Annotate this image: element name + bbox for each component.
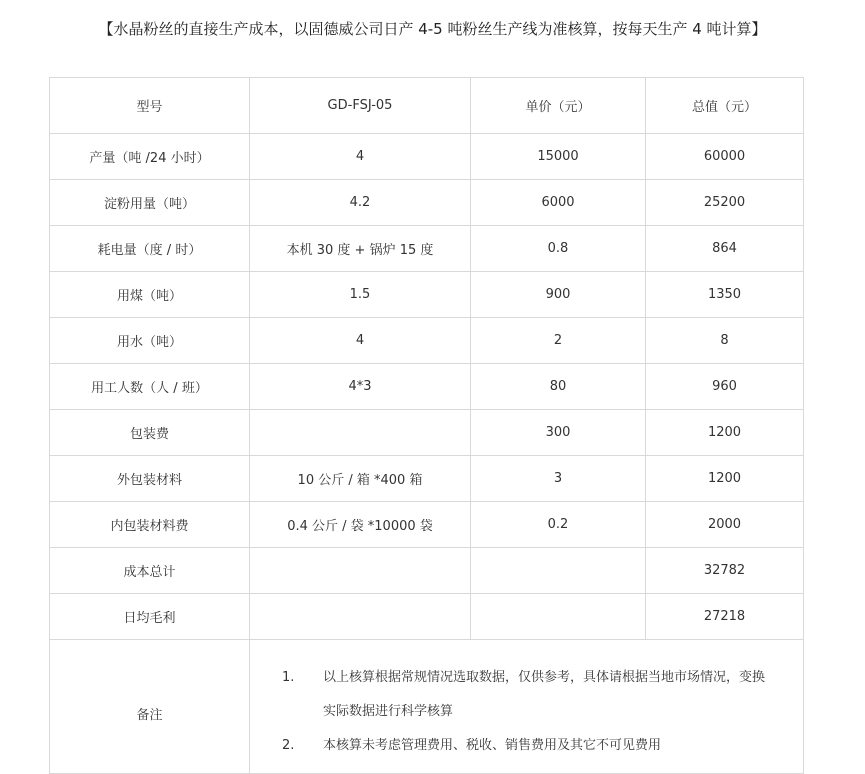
document-title: 【水晶粉丝的直接生产成本，以固德威公司日产 4-5 吨粉丝生产线为准核算，按每天生产 4 吨计算】 xyxy=(98,20,767,38)
row-quantity xyxy=(250,410,471,456)
header-cell-total-value: 总值（元） xyxy=(646,78,804,134)
row-unit-price: 900 xyxy=(471,272,646,318)
table-row-daily-gross-profit xyxy=(50,594,804,640)
row-quantity: 本机 30 度 + 锅炉 15 度 xyxy=(250,226,471,272)
row-total: 25200 xyxy=(646,180,804,226)
row-total: 27218 xyxy=(646,594,804,640)
row-quantity: 0.4 公斤 / 袋 *10000 袋 xyxy=(250,502,471,548)
table-row xyxy=(50,410,804,456)
table-row xyxy=(50,456,804,502)
row-label: 用水（吨） xyxy=(50,318,250,364)
row-label: 产量（吨 /24 小时） xyxy=(50,134,250,180)
row-quantity xyxy=(250,594,471,640)
row-quantity: 1.5 xyxy=(250,272,471,318)
row-quantity xyxy=(250,548,471,594)
table-header-row xyxy=(50,78,804,134)
header-cell-model: 型号 xyxy=(50,78,250,134)
row-unit-price xyxy=(471,594,646,640)
row-label: 内包装材料费 xyxy=(50,502,250,548)
table-row-total-cost xyxy=(50,548,804,594)
row-total: 1200 xyxy=(646,456,804,502)
row-unit-price xyxy=(471,548,646,594)
row-total: 960 xyxy=(646,364,804,410)
row-label: 用工人数（人 / 班） xyxy=(50,364,250,410)
table-row xyxy=(50,318,804,364)
row-total: 1200 xyxy=(646,410,804,456)
row-label: 用煤（吨） xyxy=(50,272,250,318)
row-total: 32782 xyxy=(646,548,804,594)
cost-table xyxy=(49,77,804,774)
table-row xyxy=(50,134,804,180)
row-total: 60000 xyxy=(646,134,804,180)
note-item xyxy=(250,661,803,729)
row-label: 成本总计 xyxy=(50,548,250,594)
table-row xyxy=(50,226,804,272)
row-unit-price: 300 xyxy=(471,410,646,456)
row-label: 日均毛利 xyxy=(50,594,250,640)
note-text: 本核算未考虑管理费用、税收、销售费用及其它不可见费用 xyxy=(323,737,662,753)
header-cell-model-value: GD-FSJ-05 xyxy=(250,78,471,134)
note-text: 以上核算根据常规情况选取数据，仅供参考，具体请根据当地市场情况，变换实际数据进行科学核算 xyxy=(323,669,766,719)
note-number: 1. xyxy=(282,669,295,685)
table-row xyxy=(50,364,804,410)
row-unit-price: 0.2 xyxy=(471,502,646,548)
row-unit-price: 3 xyxy=(471,456,646,502)
row-total: 864 xyxy=(646,226,804,272)
row-total: 8 xyxy=(646,318,804,364)
row-total: 2000 xyxy=(646,502,804,548)
notes-row xyxy=(50,640,804,774)
note-number: 2. xyxy=(282,737,295,753)
notes-body xyxy=(250,640,804,774)
row-unit-price: 15000 xyxy=(471,134,646,180)
row-label: 耗电量（度 / 时） xyxy=(50,226,250,272)
table-row xyxy=(50,502,804,548)
row-quantity: 4*3 xyxy=(250,364,471,410)
table-row xyxy=(50,272,804,318)
row-total: 1350 xyxy=(646,272,804,318)
row-label: 外包装材料 xyxy=(50,456,250,502)
header-cell-unit-price: 单价（元） xyxy=(471,78,646,134)
row-label: 包装费 xyxy=(50,410,250,456)
row-unit-price: 2 xyxy=(471,318,646,364)
row-quantity: 4 xyxy=(250,134,471,180)
notes-label: 备注 xyxy=(50,640,250,774)
note-item xyxy=(250,729,803,763)
row-quantity: 10 公斤 / 箱 *400 箱 xyxy=(250,456,471,502)
row-unit-price: 80 xyxy=(471,364,646,410)
table-row xyxy=(50,180,804,226)
row-unit-price: 6000 xyxy=(471,180,646,226)
row-quantity: 4.2 xyxy=(250,180,471,226)
row-quantity: 4 xyxy=(250,318,471,364)
row-unit-price: 0.8 xyxy=(471,226,646,272)
row-label: 淀粉用量（吨） xyxy=(50,180,250,226)
